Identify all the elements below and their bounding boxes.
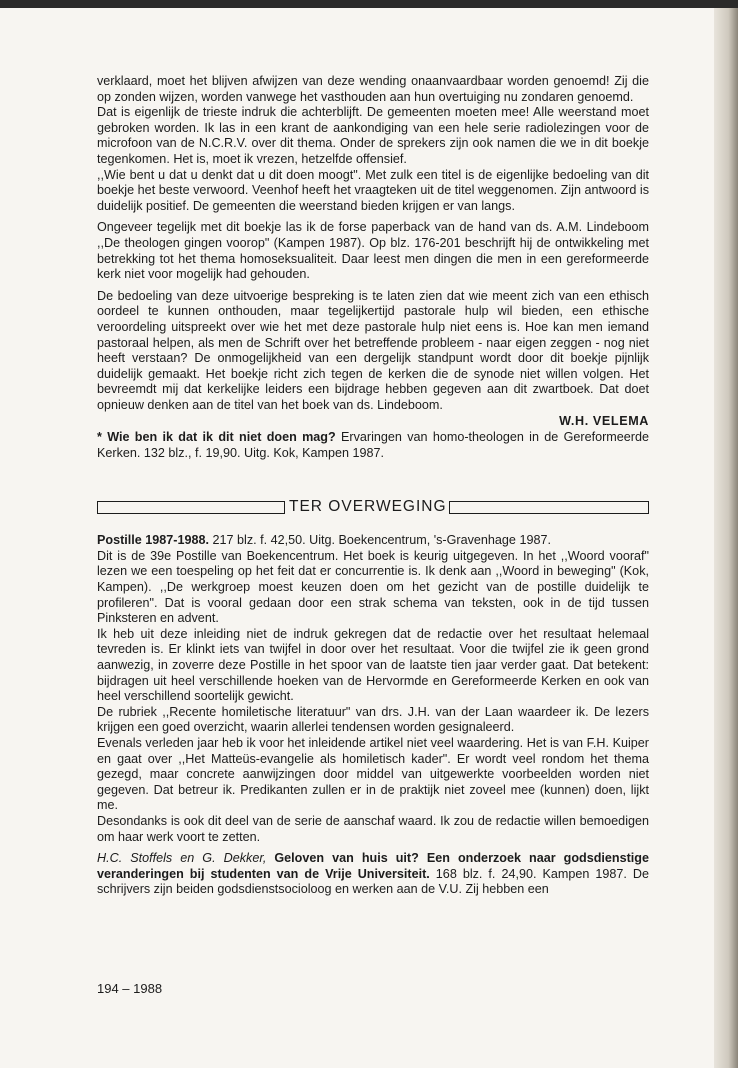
- paragraph: Dit is de 39e Postille van Boekencentrum. Het boek is keurig uitgegeven. In het ,,Woord vooraf" lezen we een toespeling op het feit dat er concurrentie is. Ik denk aan ,,Woord in beweging" (Kok, Kampen). ,,De werkgroep moest keuzen doen om het gezicht van de postille duidelijk te profileren". Dat is vooral gedaan door een strak schema van teksten, ook in de tijd tussen Pinksteren en advent.: [97, 548, 649, 626]
- paragraph: Ik heb uit deze inleiding niet de indruk gekregen dat de redactie over het resultaat helemaal tevreden is. Er klinkt iets van twijfel in door over het resultaat. Voor die twijfel zie ik geen grond aanwezig, in zoverre deze Postille in het spoor van de laatste tien jaar verder gaat. Dat betekent: bijdragen uit heel verschillende hoeken van de Hervormde en Gereformeerde Kerken en ook van heel verschillend soortelijk gewicht.: [97, 626, 649, 704]
- paragraph: De rubriek ,,Recente homiletische literatuur" van drs. J.H. van der Laan waardeer ik. De lezers krijgen een goed overzicht, waarin allerlei tendensen worden gesignaleerd.: [97, 704, 649, 735]
- review-title-bold: Geloven van huis uit? Een onderzoek naar godsdienstige veranderingen bij studenten van de Vrije Universiteit.: [97, 851, 649, 881]
- document-page: [0, 8, 714, 1068]
- review-title: [97, 851, 649, 898]
- paragraph: verklaard, moet het blijven afwijzen van deze wending onaanvaardbaar worden genoemd! Zij die op zonden wijzen, worden vanwege het vasthouden aan hun overtuiging nu zondaren genoemd.: [97, 74, 649, 104]
- page-edge: [714, 8, 738, 1068]
- paragraph: ,,Wie bent u dat u denkt dat u dit doen moogt". Met zulk een titel is de eigenlijke bedoeling van dit boekje het beste verwoord. Veenhof heeft het vraagteken uit de titel weggenomen. Zijn antwoord is duidelijk positief. De gemeenten die weerstand bieden krijgen er van langs.: [97, 167, 649, 213]
- paragraph: De bedoeling van deze uitvoerige bespreking is te laten zien dat wie meent zich van een ethisch oordeel te kunnen onthouden, maar tegelijkertijd pastorale hulp wil bieden, een ethische veroordeling uitspreekt over wie het met deze pastorale hulp niet eens is. Hoe kan men iemand pastoraal helpen, als men de Schrift over het betreffende probleem - naar eigen zeggen - nog niet heeft verstaan? De onmogelijkheid van een dergelijk standpunt wordt door dit boekje pijnlijk duidelijk gemaakt. Het boekje richt zich tegen de kerken die de synode niet willen volgen. Het bevreemdt mij dat kerkelijke leiders een bijdrage hebben gegeven aan dit zwartboek. Dat doet opnieuw denken aan de titel van het boek van ds. Lindeboom.: [97, 288, 649, 412]
- section-heading-text: TER OVERWEGING: [289, 498, 447, 516]
- author-signature: W.H. VELEMA: [559, 414, 649, 429]
- page-content: [97, 74, 649, 898]
- paragraph: Desondanks is ook dit deel van de serie de aanschaf waard. Ik zou de redactie willen bemoedigen om haar werk voort te zetten.: [97, 813, 649, 844]
- paragraph: Ongeveer tegelijk met dit boekje las ik de forse paperback van de hand van ds. A.M. Lindeboom ,,De theologen gingen voorop" (Kampen 1987). Op blz. 176-201 beschrijft hij de ontwikkeling met betrekking tot het thema homoseksualiteit. Daar leest men dingen die men in een gereformeerde kerk niet voor mogelijk had gehouden.: [97, 220, 649, 282]
- book-note-details: Ervaringen van homo-theologen in de Gereformeerde Kerken. 132 blz., f. 19,90. Uitg. Kok, Kampen 1987.: [97, 430, 649, 460]
- review-title-details: 217 blz. f. 42,50. Uitg. Boekencentrum, 's-Gravenhage 1987.: [209, 533, 551, 548]
- review-title: [97, 533, 649, 549]
- heading-rule-left: [97, 501, 285, 514]
- heading-rule-right: [449, 501, 649, 514]
- review-authors: H.C. Stoffels en G. Dekker,: [97, 851, 267, 866]
- paragraph: Evenals verleden jaar heb ik voor het inleidende artikel niet veel waardering. Het is van F.H. Kuiper en gaat over ,,Het Matteüs-evangelie als homiletisch kader". Er wordt veel rondom het thema gezegd, maar concrete aanwijzingen door middel van uitgewerkte voorbeelden worden niet gegeven. Dat betreur ik. Predikanten zullen er in de praktijk niet zoveel mee (kunnen) doen, lijkt me.: [97, 735, 649, 813]
- section-heading: [97, 497, 649, 517]
- page-number: 194 – 1988: [97, 981, 163, 996]
- review-title-bold: Postille 1987-1988.: [97, 533, 210, 548]
- book-note-title: * Wie ben ik dat ik dit niet doen mag?: [97, 430, 336, 445]
- book-note: [97, 430, 649, 461]
- review-title-details: 168 blz. f. 24,90. Kampen 1987. De schrijvers zijn beiden godsdienstsocioloog en werken aan de V.U. Zij hebben een: [97, 866, 649, 897]
- paragraph: Dat is eigenlijk de trieste indruk die achterblijft. De gemeenten moeten mee! Alle weerstand moet gebroken worden. Ik las in een krant de aankondiging van een hele serie radiolezingen voor de microfoon van de N.C.R.V. over dit thema. Onder de sprekers zijn ook namen die we in dit boekje tegenkomen. Het is, moet ik vrezen, hetzelfde offensief.: [97, 105, 649, 166]
